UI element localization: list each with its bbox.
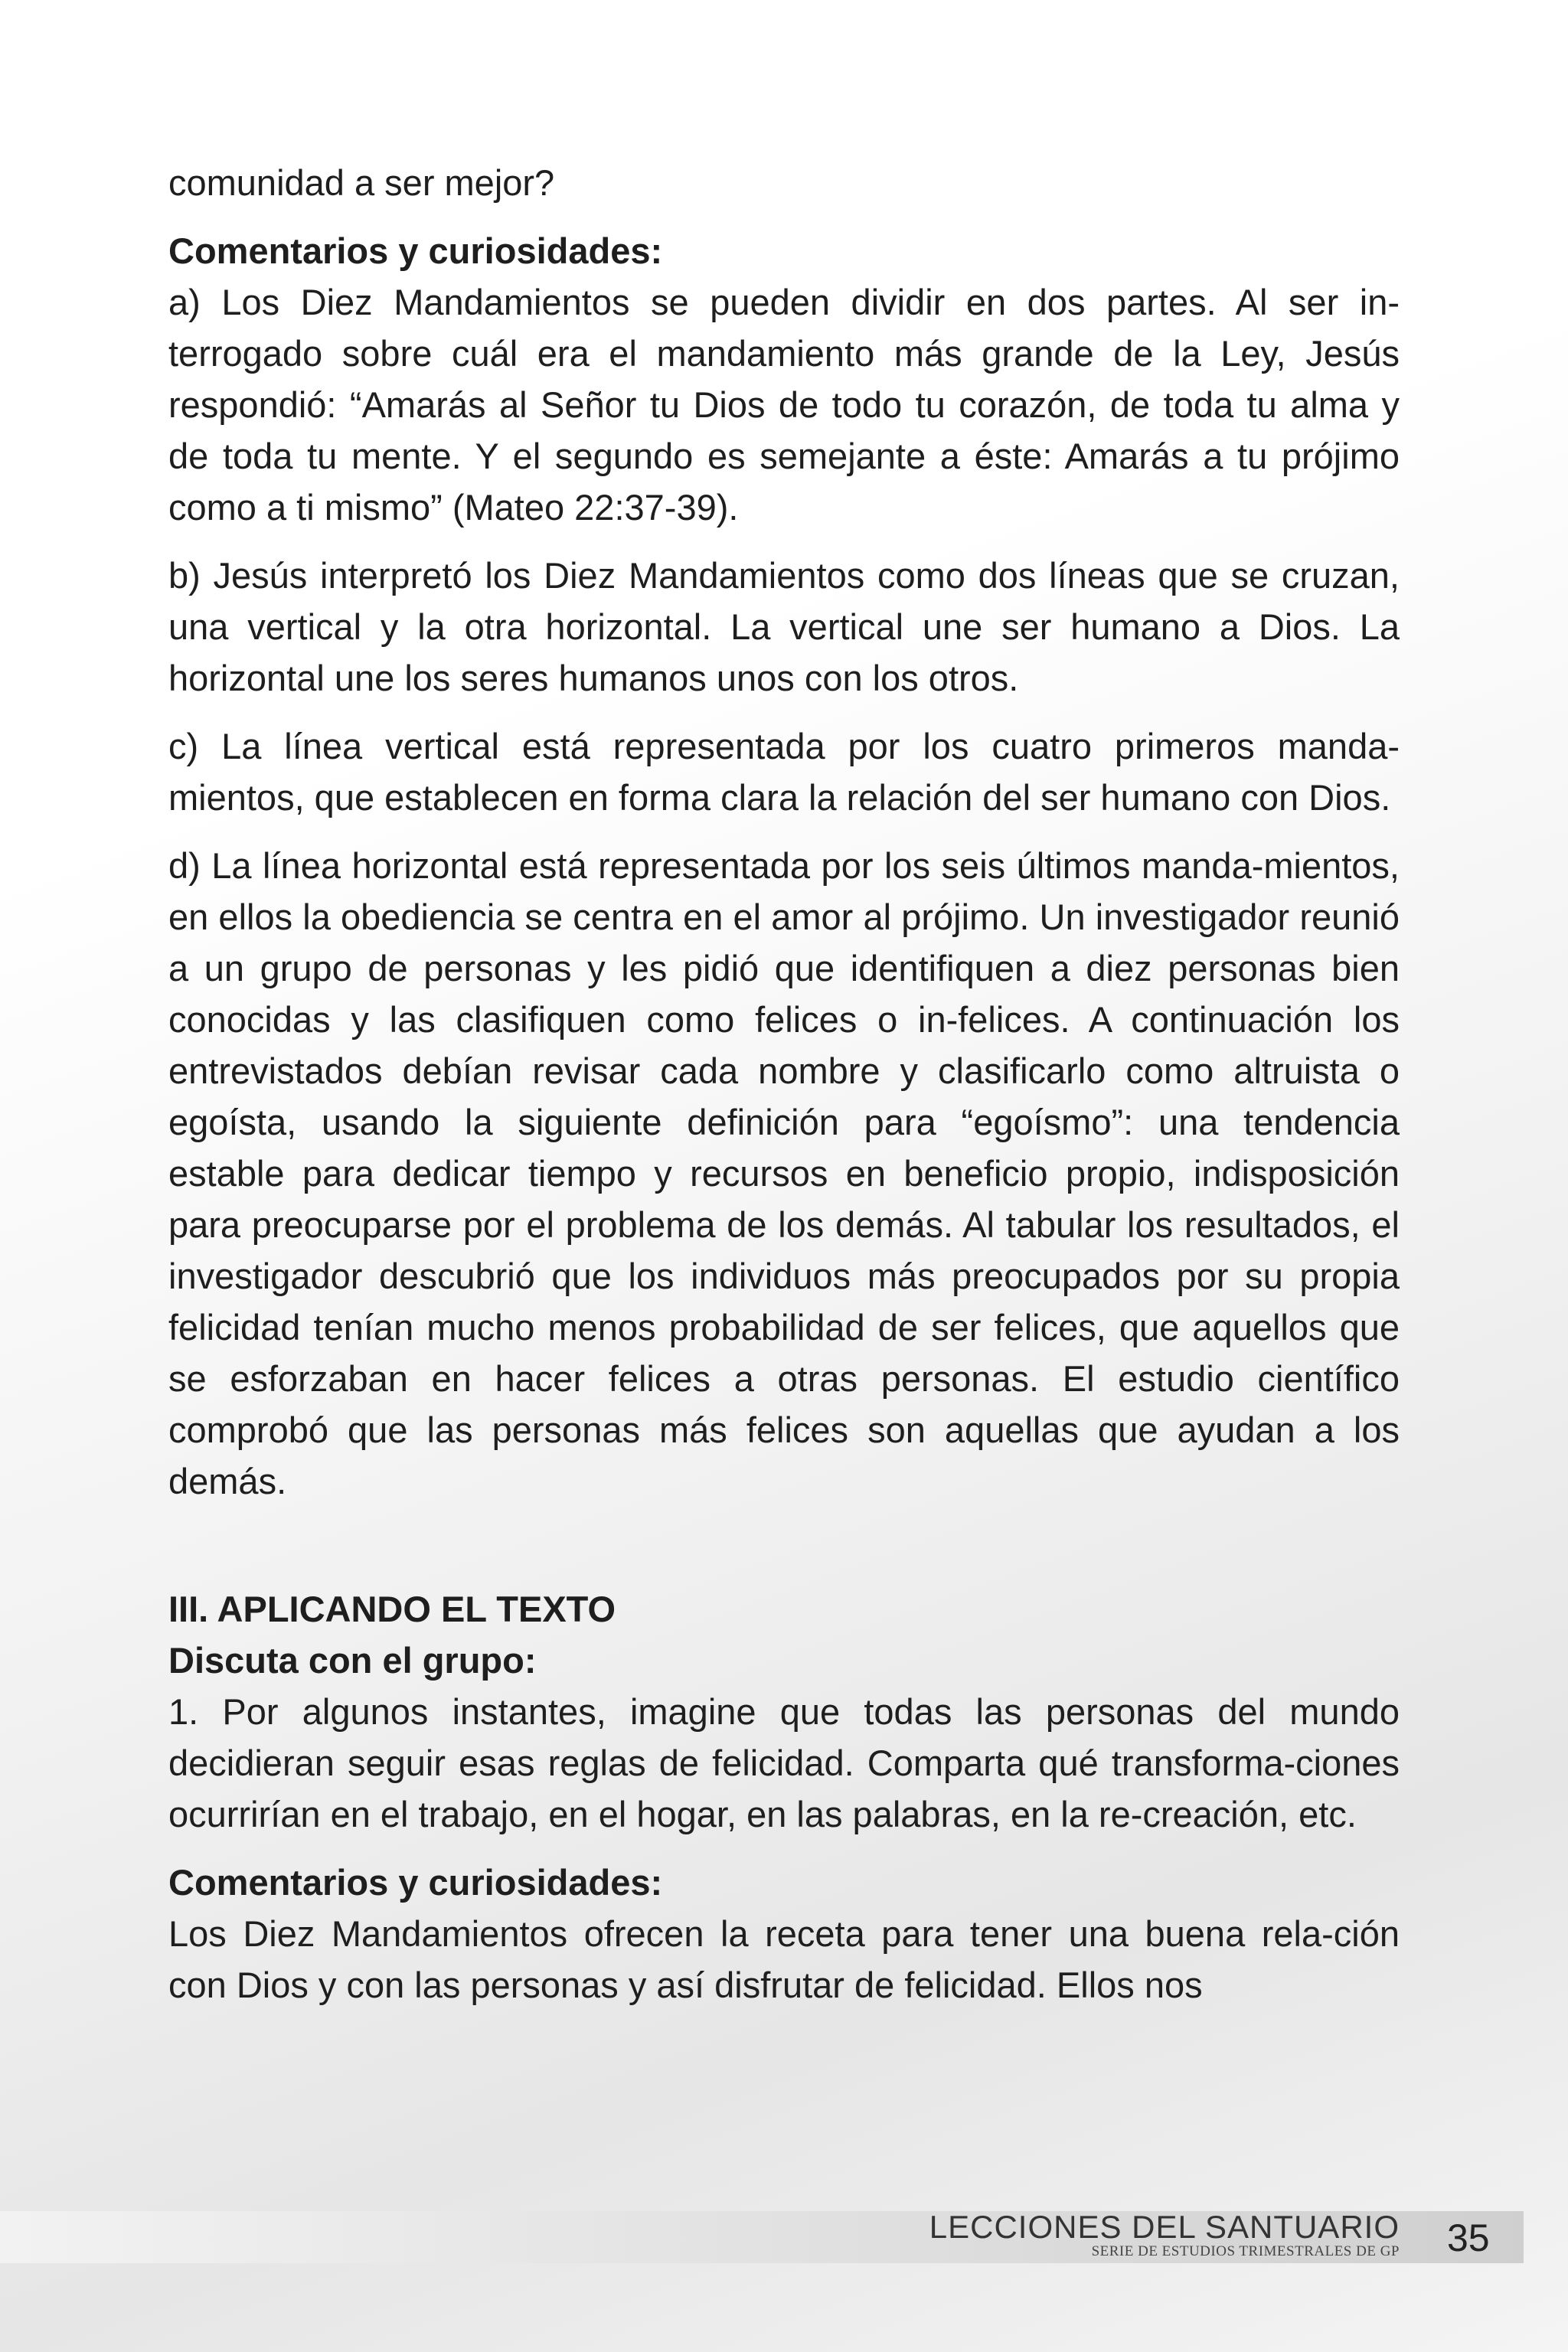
comment-paragraph-d: d) La línea horizontal está representada por los seis últimos manda-mientos, en ellos la obediencia se centra en el amor al prójimo. Un investigador reunió a un grupo de personas y les pidió que identifiquen a diez personas bien conocidas y las clasifiquen como felices o in-felices. A continuación los entrevistados debían revisar cada nombre y clasificarlo como altruista o egoísta, usando la siguiente definición para “egoísmo”: una tendencia estable para dedicar tiempo y recursos en beneficio propio, indisposición para preocuparse por el problema de los demás. Al tabular los resultados, el investigador descubrió que los individuos más preocupados por su propia felicidad tenían mucho menos probabilidad de ser felices, que aquellos que se esforzaban en hacer felices a otras personas. El estudio científico comprobó que las personas más felices son aquellas que ayudan a los demás. bbox=[168, 845, 1400, 1501]
footer-series-subtitle: SERIE DE ESTUDIOS TRIMESTRALES DE GP bbox=[1091, 2243, 1400, 2259]
discussion-question-1: 1. Por algunos instantes, imagine que todas las personas del mundo decidieran seguir esas reglas de felicidad. Comparta qué transforma-ciones ocurrirían en el trabajo, en el hogar, en las palabras, en la re-creación, etc. bbox=[168, 1691, 1400, 1834]
paragraph-continuation: comunidad a ser mejor? bbox=[168, 162, 555, 203]
page-number: 35 bbox=[1447, 2216, 1490, 2259]
comment-paragraph-b: b) Jesús interpretó los Diez Mandamientos como dos líneas que se cruzan, una vertical y la otra horizontal. La vertical une ser humano a Dios. La horizontal une los seres humanos unos con los otros. bbox=[168, 555, 1400, 698]
footer-series-title: LECCIONES DEL SANTUARIO bbox=[929, 2209, 1400, 2245]
comments-heading-2: Comentarios y curiosidades: bbox=[168, 1862, 663, 1903]
discussion-heading: Discuta con el grupo: bbox=[168, 1640, 537, 1681]
page-body bbox=[168, 157, 1400, 2011]
comment-paragraph-final: Los Diez Mandamientos ofrecen la receta para tener una buena rela-ción con Dios y con las personas y así disfrutar de felicidad. Ellos nos bbox=[168, 1913, 1400, 2005]
section-title: III. APLICANDO EL TEXTO bbox=[168, 1589, 616, 1629]
comments-heading-1: Comentarios y curiosidades: bbox=[168, 230, 663, 271]
comment-paragraph-c: c) La línea vertical está representada por los cuatro primeros manda-mientos, que establecen en forma clara la relación del ser humano con Dios. bbox=[168, 726, 1400, 818]
comment-paragraph-a: a) Los Diez Mandamientos se pueden dividir en dos partes. Al ser in-terrogado sobre cuál era el mandamiento más grande de la Ley, Jesús respondió: “Amarás al Señor tu Dios de todo tu corazón, de toda tu alma y de toda tu mente. Y el segundo es semejante a éste: Amarás a tu prójimo como a ti mismo” (Mateo 22:37-39). bbox=[168, 282, 1400, 528]
section-spacer bbox=[168, 1524, 1400, 1583]
